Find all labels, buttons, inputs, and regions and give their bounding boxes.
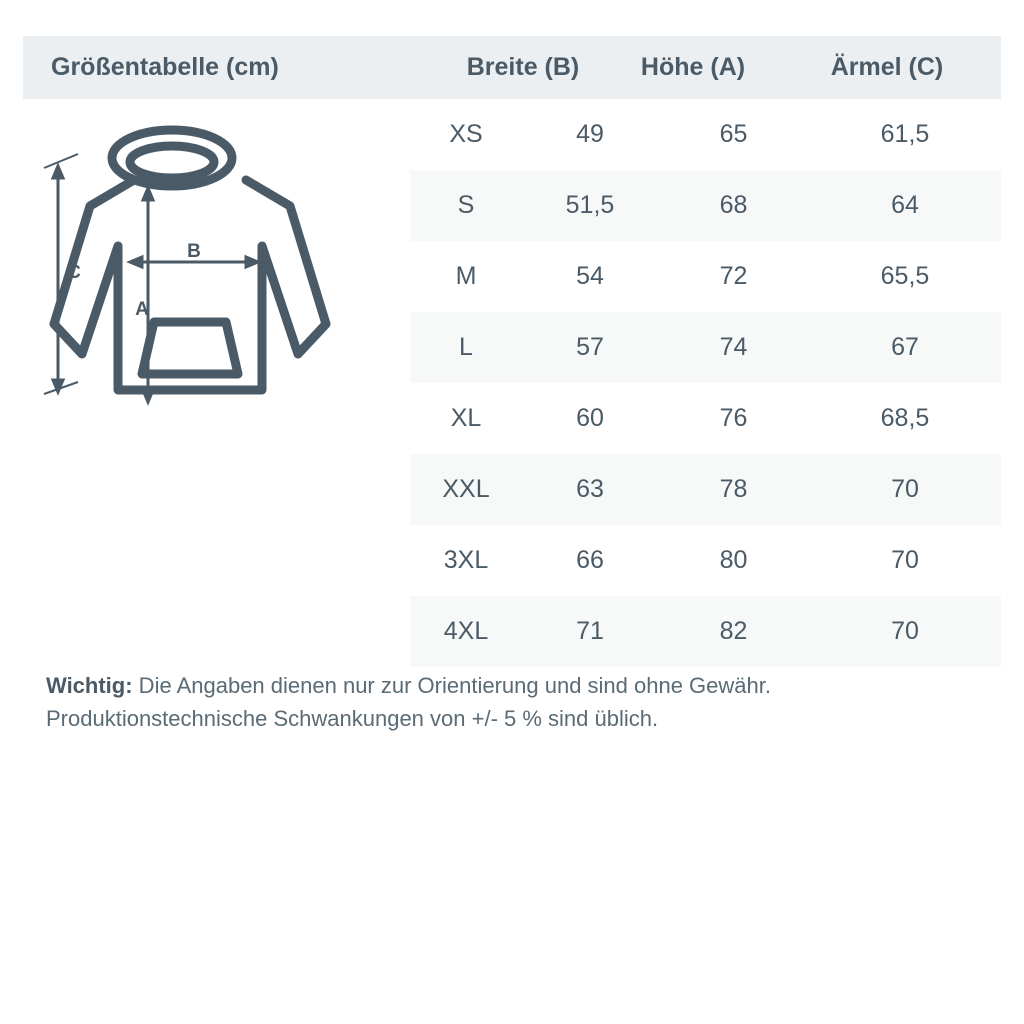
cell-aermel: 61,5 <box>880 120 930 148</box>
cell-size: M <box>455 262 477 290</box>
cell-size: XS <box>449 120 483 148</box>
table-row <box>410 312 1001 383</box>
column-header-hoehe: Höhe (A) <box>640 53 746 81</box>
cell-aermel: 67 <box>891 333 919 361</box>
cell-size: 3XL <box>443 546 489 574</box>
table-row <box>410 596 1001 667</box>
cell-hoehe: 76 <box>719 404 748 432</box>
disclaimer-line-2: Produktionstechnische Schwankungen von +/- 5 % sind üblich. <box>46 706 659 731</box>
cell-hoehe: 68 <box>719 191 748 219</box>
hoodie-illustration-svg <box>30 110 410 470</box>
column-headers <box>433 36 1001 99</box>
measure-label-c: C <box>67 262 81 283</box>
column-header-breite: Breite (B) <box>466 53 580 81</box>
table-row <box>410 454 1001 525</box>
table-row <box>410 241 1001 312</box>
cell-hoehe: 72 <box>719 262 748 290</box>
measure-label-a: A <box>135 299 149 320</box>
cell-size: XXL <box>442 475 490 503</box>
cell-aermel: 70 <box>891 475 919 503</box>
cell-breite: 60 <box>576 404 604 432</box>
cell-breite: 71 <box>576 617 604 645</box>
page-title: Größentabelle (cm) <box>51 53 279 81</box>
hoodie-diagram <box>30 110 410 470</box>
cell-size: 4XL <box>443 617 489 645</box>
cell-aermel: 68,5 <box>880 404 930 432</box>
cell-aermel: 70 <box>891 546 919 574</box>
cell-size: S <box>457 191 475 219</box>
cell-hoehe: 74 <box>719 333 748 361</box>
cell-breite: 54 <box>576 262 604 290</box>
table-header <box>23 36 1001 99</box>
cell-hoehe: 80 <box>719 546 748 574</box>
cell-aermel: 64 <box>891 191 919 219</box>
disclaimer-lead: Wichtig: <box>46 673 133 698</box>
hoodie-pocket <box>142 322 238 374</box>
cell-size: XL <box>450 404 482 432</box>
table-row <box>410 99 1001 170</box>
disclaimer-line-1: Die Angaben dienen nur zur Orientierung und sind ohne Gewähr. <box>132 673 771 698</box>
cell-hoehe: 78 <box>719 475 748 503</box>
table-row <box>410 525 1001 596</box>
table-row <box>410 170 1001 241</box>
cell-breite: 66 <box>576 546 604 574</box>
cell-size: L <box>459 333 473 361</box>
disclaimer-note <box>46 669 986 735</box>
cell-breite: 51,5 <box>565 191 615 219</box>
cell-hoehe: 82 <box>719 617 748 645</box>
column-header-aermel: Ärmel (C) <box>830 53 944 81</box>
cell-hoehe: 65 <box>719 120 748 148</box>
table-row <box>410 383 1001 454</box>
cell-breite: 49 <box>576 120 604 148</box>
cell-breite: 63 <box>576 475 604 503</box>
cell-breite: 57 <box>576 333 604 361</box>
cell-aermel: 70 <box>891 617 919 645</box>
measure-label-b: B <box>187 241 201 262</box>
size-table <box>410 99 1001 667</box>
cell-aermel: 65,5 <box>880 262 930 290</box>
